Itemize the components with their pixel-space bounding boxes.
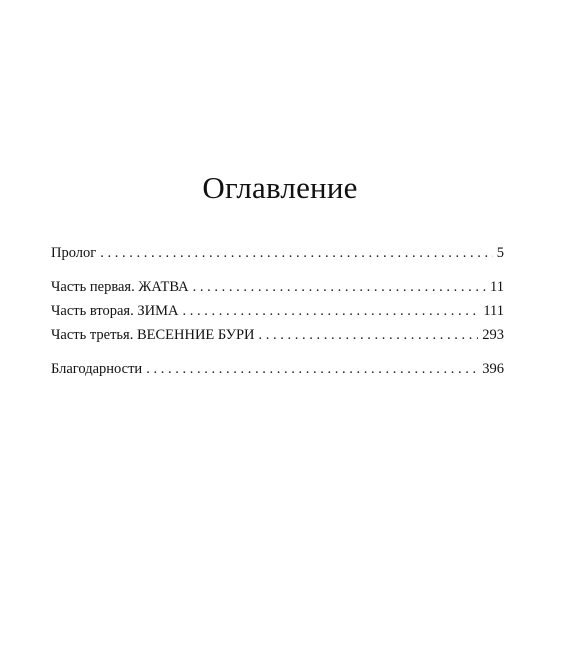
toc-entry-part-three[interactable] bbox=[51, 323, 504, 347]
toc-entry-prologue[interactable] bbox=[51, 241, 504, 265]
toc-entry-label: Часть первая. ЖАТВА bbox=[51, 279, 189, 295]
toc-entry-page: 111 bbox=[483, 303, 504, 319]
dot-leader bbox=[100, 241, 493, 265]
dot-leader bbox=[182, 299, 479, 323]
dot-leader bbox=[259, 323, 479, 347]
toc-entry-part-one[interactable] bbox=[51, 275, 504, 299]
table-of-contents bbox=[51, 241, 504, 381]
toc-entry-page: 293 bbox=[482, 327, 504, 343]
dot-leader bbox=[193, 275, 486, 299]
toc-entry-page: 5 bbox=[496, 245, 504, 261]
page-title: Оглавление bbox=[202, 170, 358, 205]
toc-entry-label: Благодарности bbox=[51, 361, 143, 377]
toc-entry-label: Пролог bbox=[51, 245, 97, 261]
toc-entry-page: 11 bbox=[490, 279, 504, 295]
dot-leader bbox=[146, 357, 478, 381]
toc-entry-acknowledgements[interactable] bbox=[51, 357, 504, 381]
toc-entry-label: Часть третья. ВЕСЕННИЕ БУРИ bbox=[51, 327, 255, 343]
toc-entry-label: Часть вторая. ЗИМА bbox=[51, 303, 179, 319]
toc-entry-part-two[interactable] bbox=[51, 299, 504, 323]
toc-entry-page: 396 bbox=[482, 361, 504, 377]
